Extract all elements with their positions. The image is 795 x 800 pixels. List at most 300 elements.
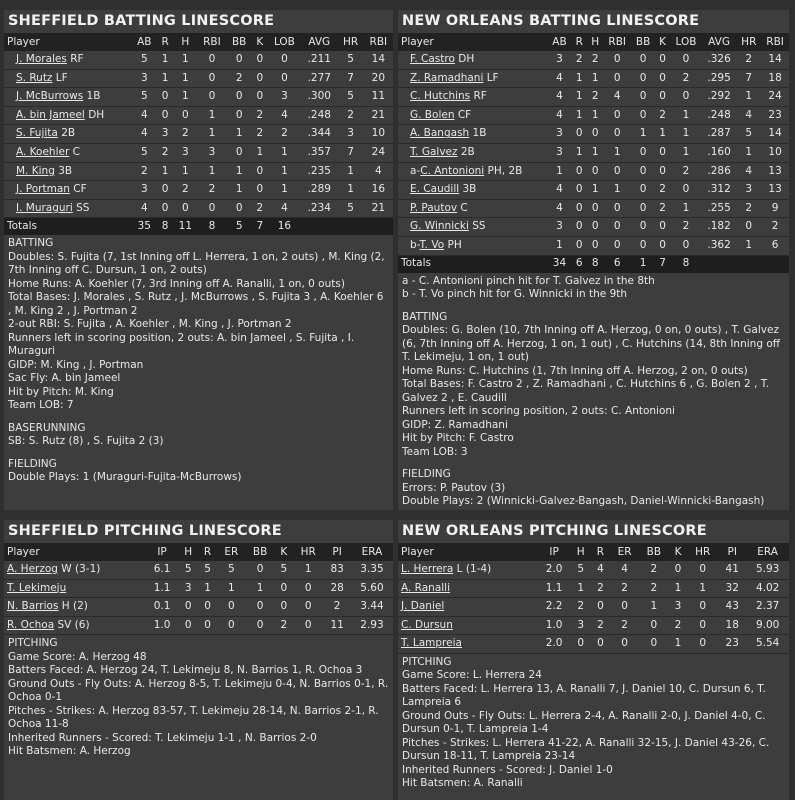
player-link[interactable]: G. Bolen xyxy=(410,108,455,121)
column-header: K xyxy=(669,544,688,561)
player-link[interactable]: A. Koehler xyxy=(16,146,70,159)
stat-cell: 2 xyxy=(587,51,603,69)
note-line: Hit by Pitch: F. Castro xyxy=(402,432,514,445)
note-line: Total Bases: F. Castro 2 , Z. Ramadhani , C. Hutchins 6 , G. Bolen 2 , T. Galvez 2 , E. Caudill xyxy=(402,378,770,404)
column-header: IP xyxy=(146,544,178,561)
stat-cell: .289 xyxy=(301,181,337,200)
column-header: R xyxy=(591,544,610,561)
stat-cell: 1 xyxy=(631,125,655,144)
stat-cell: 0 xyxy=(571,218,587,237)
player-link[interactable]: L. Herrera xyxy=(401,563,454,576)
stat-cell: 1 xyxy=(571,579,591,598)
player-cell xyxy=(4,616,146,635)
player-link[interactable]: F. Castro xyxy=(410,53,455,66)
player-cell xyxy=(398,143,548,162)
stat-cell: 1 xyxy=(293,561,323,579)
stat-cell: 5 xyxy=(217,561,245,579)
player-link[interactable]: C. Antonioni xyxy=(420,164,485,177)
note-line: Pitches - Strikes: A. Herzog 83-57, T. Lekimeju 28-14, N. Barrios 2-1, R. Ochoa 11-8 xyxy=(8,704,379,731)
stat-cell: 14 xyxy=(761,125,789,144)
stat-cell: 0 xyxy=(639,616,669,635)
note-line: GIDP: Z. Ramadhani xyxy=(402,418,508,431)
stat-cell: 0 xyxy=(655,88,670,107)
stat-cell: 2 xyxy=(655,199,670,218)
stat-cell: 1 xyxy=(337,181,363,200)
stat-cell: 14 xyxy=(364,51,393,69)
stat-cell: 0 xyxy=(197,51,226,69)
totals-cell: 8 xyxy=(670,255,702,273)
player-cell xyxy=(4,162,132,181)
stat-cell: 0 xyxy=(293,616,323,635)
table-row xyxy=(398,635,789,654)
note-line: Doubles: G. Bolen (10, 7th Inning off A. Herzog, 0 on, 0 outs) , T. Galvez (6, 7th Inning off A. Herzog, 1 on, 1 out) , C. Hutchins (14, 8th Inning off T. Lekimeju, 1 on, 1 out) xyxy=(402,324,780,364)
player-cell xyxy=(4,579,146,598)
note-line: Home Runs: A. Koehler (7, 3rd Inning off A. Ranalli, 1 on, 0 outs) xyxy=(8,277,345,290)
totals-cell: 7 xyxy=(252,218,268,236)
stat-cell: 5 xyxy=(337,88,363,107)
column-header: R xyxy=(157,34,173,51)
totals-label: Totals xyxy=(4,218,132,236)
column-header: BB xyxy=(227,34,252,51)
player-cell xyxy=(398,598,538,617)
stat-cell: .326 xyxy=(702,51,737,69)
stat-cell: 0 xyxy=(246,561,275,579)
note-line: Home Runs: C. Hutchins (1, 7th Inning off A. Herzog, 2 on, 0 outs) xyxy=(402,364,748,377)
stat-cell: 1.0 xyxy=(538,616,571,635)
note-line: Hit Batsmen: A. Ranalli xyxy=(402,777,523,790)
pitcher-decision: W (3-1) xyxy=(61,563,101,576)
stat-cell: 1 xyxy=(571,106,587,125)
stat-cell: 43 xyxy=(718,598,746,617)
player-link[interactable]: T. Lekimeju xyxy=(7,581,67,594)
section-heading: PITCHING xyxy=(402,655,452,668)
player-link[interactable]: R. Ochoa xyxy=(7,618,55,631)
player-link[interactable]: E. Caudill xyxy=(410,183,460,196)
totals-cell: 6 xyxy=(571,255,587,273)
stat-cell: 3 xyxy=(548,51,572,69)
totals-cell xyxy=(364,218,393,236)
stat-cell: 3 xyxy=(736,181,761,200)
stat-cell: 1 xyxy=(173,51,197,69)
stat-cell: 0 xyxy=(655,218,670,237)
stat-cell: 4 xyxy=(132,199,157,218)
player-link[interactable]: T. Vo xyxy=(419,238,445,251)
stat-cell: .234 xyxy=(301,199,337,218)
stat-cell: 1 xyxy=(736,143,761,162)
stat-cell: 3 xyxy=(548,125,572,144)
stat-cell: 0 xyxy=(157,88,173,107)
stat-cell: 0 xyxy=(687,561,718,579)
player-position: 1B xyxy=(86,90,101,103)
stat-cell: 0 xyxy=(631,199,655,218)
note-line: Double Plays: 1 (Muraguri-Fujita-McBurrows) xyxy=(8,471,242,484)
stat-cell: 0 xyxy=(603,51,631,69)
stat-cell: 5 xyxy=(736,125,761,144)
player-link[interactable]: C. Hutchins xyxy=(410,90,471,103)
stat-cell: 1 xyxy=(670,125,702,144)
stat-cell: 0 xyxy=(610,598,639,617)
note-line: Team LOB: 7 xyxy=(8,399,74,412)
stat-cell: 0 xyxy=(591,598,610,617)
stat-cell: 2 xyxy=(173,181,197,200)
stat-cell: 0 xyxy=(631,236,655,255)
column-header: RBI xyxy=(197,34,226,51)
player-link[interactable]: J. Portman xyxy=(16,183,70,196)
table-row xyxy=(398,51,789,69)
stat-cell: 0 xyxy=(670,88,702,107)
stat-cell: 0 xyxy=(571,125,587,144)
column-header: H xyxy=(587,34,603,51)
stat-cell: 1 xyxy=(587,69,603,88)
stat-cell: 0 xyxy=(603,106,631,125)
column-header: PI xyxy=(718,544,746,561)
totals-cell xyxy=(337,218,363,236)
stat-cell: 1 xyxy=(157,51,173,69)
player-cell xyxy=(398,218,548,237)
column-header: Player xyxy=(398,34,548,51)
column-header: Player xyxy=(4,34,132,51)
player-position: SS xyxy=(472,220,486,233)
stat-cell: 0 xyxy=(157,106,173,125)
stat-cell: 20 xyxy=(364,69,393,88)
stat-cell: 1.1 xyxy=(538,579,571,598)
stat-cell: 5 xyxy=(132,143,157,162)
table-row xyxy=(4,199,393,218)
note-line: 2-out RBI: S. Fujita , A. Koehler , M. King , J. Portman 2 xyxy=(8,318,292,331)
player-link[interactable]: J. McBurrows xyxy=(16,90,84,103)
table-row xyxy=(4,106,393,125)
stat-cell: 0 xyxy=(246,616,275,635)
stat-cell: 0 xyxy=(603,199,631,218)
player-cell xyxy=(398,236,548,255)
player-cell xyxy=(4,51,132,69)
stat-cell: 2 xyxy=(639,579,669,598)
stat-cell: 1 xyxy=(736,88,761,107)
player-position: 3B xyxy=(58,164,73,177)
stat-cell: 1 xyxy=(587,106,603,125)
stat-cell: 0 xyxy=(655,69,670,88)
stat-cell: 0 xyxy=(587,236,603,255)
stat-cell: 0 xyxy=(173,199,197,218)
stat-cell: 0 xyxy=(655,162,670,181)
stat-cell: 1 xyxy=(639,598,669,617)
note-line: Game Score: A. Herzog 48 xyxy=(8,650,147,663)
stat-cell: 0 xyxy=(178,598,198,617)
pitching-notes xyxy=(398,654,789,791)
column-header: BB xyxy=(631,34,655,51)
stat-cell: 0 xyxy=(252,162,268,181)
player-cell xyxy=(4,598,146,617)
stat-cell: 0 xyxy=(603,218,631,237)
player-cell xyxy=(398,162,548,181)
column-header: RBI xyxy=(364,34,393,51)
stat-cell: 3 xyxy=(669,598,688,617)
player-position: RF xyxy=(473,90,487,103)
stat-cell: 2 xyxy=(157,143,173,162)
table-row xyxy=(398,199,789,218)
stat-cell: 0 xyxy=(587,218,603,237)
stat-cell: 3 xyxy=(548,218,572,237)
player-cell xyxy=(398,51,548,69)
stat-cell: 3 xyxy=(197,143,226,162)
stat-cell: 0 xyxy=(655,51,670,69)
stat-cell: 1.1 xyxy=(146,579,178,598)
column-header: AVG xyxy=(702,34,737,51)
totals-cell xyxy=(702,255,737,273)
stat-cell: 0 xyxy=(687,598,718,617)
stat-cell: 0 xyxy=(227,51,252,69)
stat-cell: 83 xyxy=(323,561,351,579)
table-row xyxy=(4,125,393,144)
totals-cell: 7 xyxy=(655,255,670,273)
player-position: DH xyxy=(88,108,105,121)
stat-cell: 1 xyxy=(173,69,197,88)
stat-cell: 1 xyxy=(736,236,761,255)
stat-cell: 4 xyxy=(548,181,572,200)
stat-cell: 1 xyxy=(687,579,718,598)
batting-table xyxy=(398,34,789,273)
player-link[interactable]: Z. Ramadhani xyxy=(410,71,484,84)
player-cell xyxy=(4,125,132,144)
player-link[interactable]: G. Winnicki xyxy=(410,220,469,233)
stat-cell: 2 xyxy=(571,51,587,69)
stat-cell: 2.0 xyxy=(538,635,571,654)
column-header: K xyxy=(275,544,293,561)
stat-cell: 5.54 xyxy=(746,635,789,654)
player-link[interactable]: A. Ranalli xyxy=(401,581,451,594)
stat-cell: 2 xyxy=(323,598,351,617)
stat-cell: 0 xyxy=(268,69,301,88)
pitching-table xyxy=(4,544,393,635)
stat-cell: .287 xyxy=(702,125,737,144)
column-header: R xyxy=(571,34,587,51)
column-header: ERA xyxy=(746,544,789,561)
player-link[interactable]: J. Morales xyxy=(16,53,67,66)
player-position: 2B xyxy=(61,127,76,140)
column-header: HR xyxy=(337,34,363,51)
note-line: Hit by Pitch: M. King xyxy=(8,385,114,398)
player-position: C xyxy=(460,201,468,214)
table-row xyxy=(4,181,393,200)
stat-cell: 0 xyxy=(275,579,293,598)
player-link[interactable]: C. Dursun xyxy=(401,618,453,631)
player-link[interactable]: S. Fujita xyxy=(16,127,58,140)
stat-cell: 0 xyxy=(631,106,655,125)
note-line: Inherited Runners - Scored: J. Daniel 1-0 xyxy=(402,763,613,776)
table-row xyxy=(398,579,789,598)
stat-cell: 0 xyxy=(631,143,655,162)
totals-cell: 8 xyxy=(157,218,173,236)
table-row xyxy=(398,218,789,237)
stat-cell: 28 xyxy=(323,579,351,598)
stat-cell: 2 xyxy=(736,199,761,218)
stat-cell: 1 xyxy=(268,162,301,181)
section-heading: BASERUNNING xyxy=(8,421,86,434)
stat-cell: 0 xyxy=(198,598,217,617)
stat-cell: 0 xyxy=(157,199,173,218)
stat-cell: 1 xyxy=(227,162,252,181)
note-line: Inherited Runners - Scored: T. Lekimeju 1-1 , N. Barrios 2-0 xyxy=(8,731,317,744)
totals-cell: 34 xyxy=(548,255,572,273)
column-header: LOB xyxy=(268,34,301,51)
note-line: Doubles: S. Fujita (7, 1st Inning off L. Herrera, 1 on, 2 outs) , M. King (2, 7th Inning off C. Dursun, 1 on, 2 outs) xyxy=(8,250,385,277)
column-header: AB xyxy=(132,34,157,51)
player-cell xyxy=(398,579,538,598)
table-row xyxy=(398,561,789,579)
stat-cell: 3.44 xyxy=(351,598,393,617)
stat-cell: 2 xyxy=(227,69,252,88)
note-line: Runners left in scoring position, 2 outs: C. Antonioni xyxy=(402,405,675,418)
stat-cell: 2 xyxy=(252,125,268,144)
player-link[interactable]: M. King xyxy=(16,164,55,177)
stat-cell: 0 xyxy=(603,162,631,181)
stat-cell: 2 xyxy=(275,616,293,635)
table-body xyxy=(398,51,789,273)
table-row xyxy=(398,106,789,125)
stat-cell: .312 xyxy=(702,181,737,200)
player-link[interactable]: I. Muraguri xyxy=(16,201,73,214)
stat-cell: 41 xyxy=(718,561,746,579)
stat-cell: 5.60 xyxy=(351,579,393,598)
stat-cell: 2 xyxy=(571,598,591,617)
column-header: Player xyxy=(398,544,538,561)
player-cell xyxy=(4,181,132,200)
table-row xyxy=(4,51,393,69)
stat-cell: 4 xyxy=(736,162,761,181)
stat-cell: 2 xyxy=(591,579,610,598)
player-link[interactable]: J. Daniel xyxy=(401,600,445,613)
player-cell xyxy=(398,616,538,635)
stat-cell: 5 xyxy=(198,561,217,579)
stat-cell: 1 xyxy=(197,125,226,144)
table-row xyxy=(4,561,393,579)
stat-cell: .255 xyxy=(702,199,737,218)
player-link[interactable]: S. Rutz xyxy=(16,71,53,84)
stat-cell: 13 xyxy=(761,181,789,200)
stat-cell: 0 xyxy=(687,635,718,654)
totals-cell: 8 xyxy=(197,218,226,236)
stat-cell: 1 xyxy=(571,88,587,107)
stat-cell: 0 xyxy=(571,162,587,181)
note-line: Batters Faced: A. Herzog 24, T. Lekimeju 8, N. Barrios 1, R. Ochoa 3 xyxy=(8,664,363,677)
panel-title: SHEFFIELD PITCHING LINESCORE xyxy=(4,520,393,544)
stat-cell: 1 xyxy=(669,635,688,654)
player-position: 3B xyxy=(462,183,477,196)
table-row xyxy=(398,181,789,200)
player-cell xyxy=(398,561,538,579)
note-line: Team LOB: 3 xyxy=(402,445,468,458)
note-line: Total Bases: J. Morales , S. Rutz , J. McBurrows , S. Fujita 3 , A. Koehler 6 , M. King 2 , J. Portman 2 xyxy=(8,291,384,317)
player-position: C xyxy=(72,146,80,159)
player-link[interactable]: A. bin Jameel xyxy=(16,108,85,121)
stat-cell: 5 xyxy=(571,561,591,579)
stat-cell: 1 xyxy=(157,69,173,88)
totals-cell xyxy=(761,255,789,273)
player-link[interactable]: A. Bangash xyxy=(410,127,470,140)
column-header: H xyxy=(178,544,198,561)
stat-cell: .235 xyxy=(301,162,337,181)
stat-cell: 1 xyxy=(217,579,245,598)
stat-cell: 32 xyxy=(718,579,746,598)
batting-notes xyxy=(4,235,393,485)
player-link[interactable]: T. Lampreia xyxy=(401,637,462,650)
stat-cell: .248 xyxy=(702,106,737,125)
player-link[interactable]: P. Pautov xyxy=(410,201,458,214)
player-cell xyxy=(398,181,548,200)
note-line: b - T. Vo pinch hit for G. Winnicki in the 9th xyxy=(402,288,628,301)
stat-cell: 2 xyxy=(670,162,702,181)
stat-cell: 3 xyxy=(157,125,173,144)
stat-cell: 2 xyxy=(670,69,702,88)
pitcher-decision: L (1-4) xyxy=(456,563,492,576)
player-link[interactable]: N. Barrios xyxy=(7,600,59,613)
panel-title: NEW ORLEANS PITCHING LINESCORE xyxy=(398,520,789,544)
stat-cell: 2 xyxy=(655,106,670,125)
stat-cell: 1 xyxy=(197,106,226,125)
stat-cell: 4 xyxy=(364,162,393,181)
sub-prefix: b- xyxy=(410,238,420,251)
stat-cell: 0 xyxy=(631,69,655,88)
stat-cell: 4 xyxy=(603,88,631,107)
stat-cell: 2 xyxy=(610,616,639,635)
stat-cell: 0 xyxy=(670,236,702,255)
stat-cell: 1 xyxy=(268,181,301,200)
column-header: R xyxy=(198,544,217,561)
stat-cell: 1 xyxy=(571,69,587,88)
stat-cell: 1.0 xyxy=(146,616,178,635)
stat-cell: 1 xyxy=(669,579,688,598)
stat-cell: 9.00 xyxy=(746,616,789,635)
stat-cell: 0 xyxy=(610,635,639,654)
stat-cell: 9 xyxy=(761,199,789,218)
note-line: Ground Outs - Fly Outs: A. Herzog 8-5, T. Lekimeju 0-4, N. Barrios 0-1, R. Ochoa 0-1 xyxy=(8,677,389,704)
table-body xyxy=(398,561,789,653)
player-link[interactable]: T. Galvez xyxy=(410,146,458,159)
stat-cell: 1 xyxy=(227,125,252,144)
table-row xyxy=(398,162,789,181)
player-cell xyxy=(398,106,548,125)
stat-cell: 0 xyxy=(217,616,245,635)
totals-row xyxy=(398,255,789,273)
stat-cell: 4 xyxy=(548,69,572,88)
stat-cell: 1 xyxy=(548,236,572,255)
stat-cell: 4 xyxy=(132,106,157,125)
stat-cell: 1 xyxy=(670,106,702,125)
section-heading: PITCHING xyxy=(8,637,58,650)
player-cell xyxy=(4,106,132,125)
stat-cell: .277 xyxy=(301,69,337,88)
totals-cell: 16 xyxy=(268,218,301,236)
column-header: AB xyxy=(548,34,572,51)
stat-cell: 0 xyxy=(587,162,603,181)
column-header: RBI xyxy=(603,34,631,51)
column-header: ER xyxy=(217,544,245,561)
sheffield-pitching-panel xyxy=(4,520,393,800)
player-link[interactable]: A. Herzog xyxy=(7,563,58,576)
stat-cell: .211 xyxy=(301,51,337,69)
table-row xyxy=(4,88,393,107)
section-heading: BATTING xyxy=(402,310,448,323)
stat-cell: 0 xyxy=(293,598,323,617)
stat-cell: 4 xyxy=(548,88,572,107)
stat-cell: 4 xyxy=(268,199,301,218)
stat-cell: 0 xyxy=(268,51,301,69)
stat-cell: 3 xyxy=(571,616,591,635)
stat-cell: 0.1 xyxy=(146,598,178,617)
stat-cell: 0 xyxy=(669,561,688,579)
totals-cell: 35 xyxy=(132,218,157,236)
stat-cell: 1 xyxy=(246,579,275,598)
